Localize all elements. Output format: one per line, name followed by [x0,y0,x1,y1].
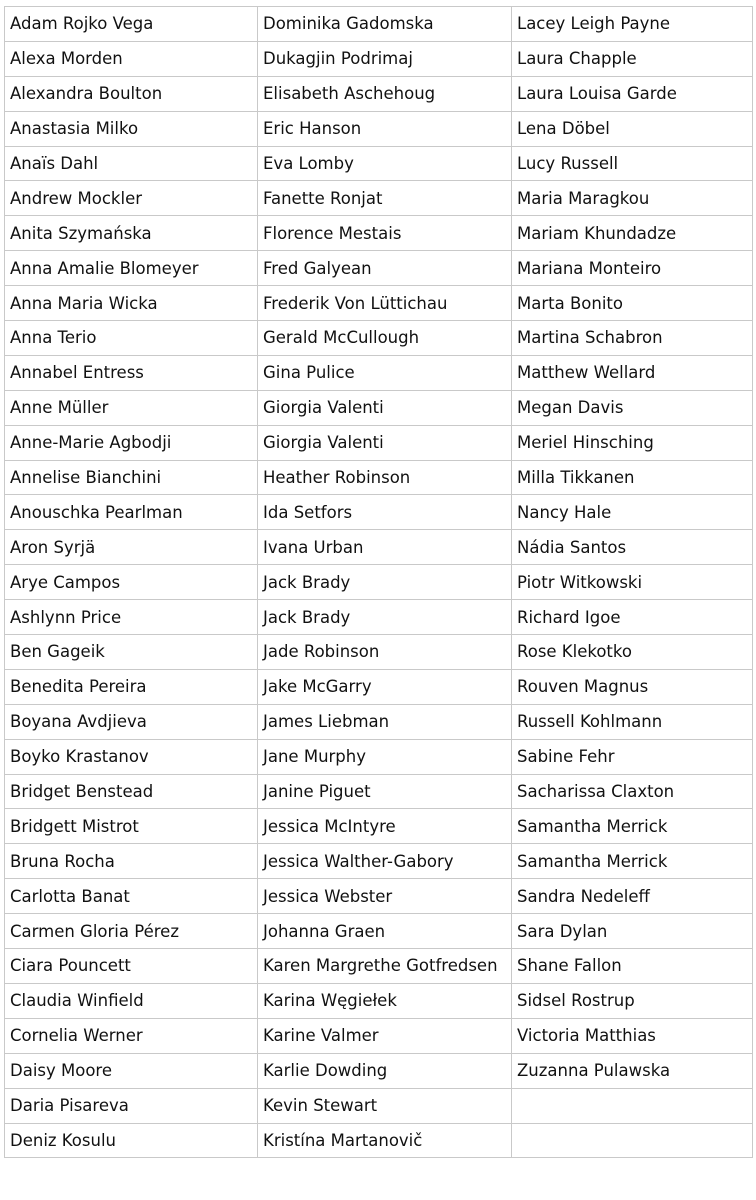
name-cell: Megan Davis [512,390,753,425]
name-cell: Rose Klekotko [512,635,753,670]
name-cell: Dukagjin Podrimaj [258,41,512,76]
name-cell: Bridgett Mistrot [5,809,258,844]
name-cell: Giorgia Valenti [258,425,512,460]
table-row [5,1088,753,1123]
name-cell: Meriel Hinsching [512,425,753,460]
table-row [5,809,753,844]
name-cell: Ciara Pouncett [5,949,258,984]
name-cell: Rouven Magnus [512,669,753,704]
name-cell: Florence Mestais [258,216,512,251]
name-cell: Anouschka Pearlman [5,495,258,530]
name-cell: Russell Kohlmann [512,704,753,739]
name-cell: Annabel Entress [5,355,258,390]
table-row [5,355,753,390]
table-row [5,41,753,76]
table-row [5,460,753,495]
name-cell: Anne Müller [5,390,258,425]
names-table-body [5,7,753,1158]
name-cell: Jane Murphy [258,739,512,774]
name-cell: Gerald McCullough [258,321,512,356]
table-row [5,565,753,600]
name-cell [512,1123,753,1158]
name-cell: Matthew Wellard [512,355,753,390]
table-row [5,600,753,635]
table-row [5,983,753,1018]
table-row [5,286,753,321]
name-cell: Anna Maria Wicka [5,286,258,321]
name-cell: Zuzanna Pulawska [512,1053,753,1088]
name-cell: Martina Schabron [512,321,753,356]
name-cell: Frederik Von Lüttichau [258,286,512,321]
table-row [5,1018,753,1053]
table-row [5,914,753,949]
table-row [5,774,753,809]
table-row [5,739,753,774]
table-row [5,844,753,879]
name-cell: Lena Döbel [512,111,753,146]
name-cell: Karine Valmer [258,1018,512,1053]
name-cell: Karlie Dowding [258,1053,512,1088]
table-row [5,635,753,670]
name-cell: Boyko Krastanov [5,739,258,774]
name-cell: Jack Brady [258,565,512,600]
table-row [5,949,753,984]
name-cell: Ashlynn Price [5,600,258,635]
name-cell: Eric Hanson [258,111,512,146]
name-cell: Victoria Matthias [512,1018,753,1053]
name-cell: Sacharissa Claxton [512,774,753,809]
name-cell: Samantha Merrick [512,844,753,879]
name-cell: Lucy Russell [512,146,753,181]
name-cell: Bruna Rocha [5,844,258,879]
name-cell: Johanna Graen [258,914,512,949]
name-cell: Jake McGarry [258,669,512,704]
name-cell: Benedita Pereira [5,669,258,704]
name-cell: Annelise Bianchini [5,460,258,495]
name-cell: Andrew Mockler [5,181,258,216]
name-cell: Karina Węgiełek [258,983,512,1018]
name-cell: Daria Pisareva [5,1088,258,1123]
name-cell: Deniz Kosulu [5,1123,258,1158]
table-row [5,111,753,146]
name-cell: Kevin Stewart [258,1088,512,1123]
name-cell: Adam Rojko Vega [5,7,258,42]
table-row [5,530,753,565]
name-cell: Sandra Nedeleff [512,879,753,914]
name-cell: Laura Chapple [512,41,753,76]
name-cell: Aron Syrjä [5,530,258,565]
table-row [5,495,753,530]
name-cell: Ida Setfors [258,495,512,530]
name-cell: Cornelia Werner [5,1018,258,1053]
table-row [5,321,753,356]
name-cell: Sara Dylan [512,914,753,949]
name-cell: Kristína Martanovič [258,1123,512,1158]
name-cell: Marta Bonito [512,286,753,321]
name-cell: Alexandra Boulton [5,76,258,111]
name-cell [512,1088,753,1123]
name-cell: Anaïs Dahl [5,146,258,181]
name-cell: Sabine Fehr [512,739,753,774]
name-cell: Jack Brady [258,600,512,635]
name-cell: Maria Maragkou [512,181,753,216]
name-cell: Milla Tikkanen [512,460,753,495]
name-cell: Samantha Merrick [512,809,753,844]
name-cell: Mariana Monteiro [512,251,753,286]
name-cell: Daisy Moore [5,1053,258,1088]
name-cell: Fanette Ronjat [258,181,512,216]
name-cell: Heather Robinson [258,460,512,495]
name-cell: Anna Amalie Blomeyer [5,251,258,286]
table-row [5,704,753,739]
name-cell: Bridget Benstead [5,774,258,809]
name-cell: Eva Lomby [258,146,512,181]
name-cell: Lacey Leigh Payne [512,7,753,42]
table-row [5,251,753,286]
name-cell: Ben Gageik [5,635,258,670]
name-cell: Carmen Gloria Pérez [5,914,258,949]
table-row [5,7,753,42]
table-row [5,1053,753,1088]
name-cell: Nancy Hale [512,495,753,530]
name-cell: Arye Campos [5,565,258,600]
name-cell: Jessica Walther-Gabory [258,844,512,879]
name-cell: Karen Margrethe Gotfredsen [258,949,512,984]
name-cell: Anna Terio [5,321,258,356]
name-cell: Giorgia Valenti [258,390,512,425]
name-cell: Alexa Morden [5,41,258,76]
name-cell: Elisabeth Aschehoug [258,76,512,111]
table-row [5,1123,753,1158]
table-row [5,146,753,181]
table-row [5,425,753,460]
name-cell: Dominika Gadomska [258,7,512,42]
name-cell: Piotr Witkowski [512,565,753,600]
name-cell: Sidsel Rostrup [512,983,753,1018]
name-cell: Jessica McIntyre [258,809,512,844]
table-row [5,76,753,111]
name-cell: Mariam Khundadze [512,216,753,251]
name-cell: Richard Igoe [512,600,753,635]
table-row [5,390,753,425]
name-cell: Gina Pulice [258,355,512,390]
name-cell: Claudia Winfield [5,983,258,1018]
table-row [5,216,753,251]
name-cell: Nádia Santos [512,530,753,565]
name-cell: Jade Robinson [258,635,512,670]
name-cell: Anne-Marie Agbodji [5,425,258,460]
name-cell: Anita Szymańska [5,216,258,251]
name-cell: Ivana Urban [258,530,512,565]
names-table [4,6,753,1158]
name-cell: Boyana Avdjieva [5,704,258,739]
table-row [5,181,753,216]
name-cell: Janine Piguet [258,774,512,809]
name-cell: Laura Louisa Garde [512,76,753,111]
table-row [5,879,753,914]
name-cell: James Liebman [258,704,512,739]
name-cell: Jessica Webster [258,879,512,914]
name-cell: Fred Galyean [258,251,512,286]
name-cell: Shane Fallon [512,949,753,984]
table-row [5,669,753,704]
name-cell: Carlotta Banat [5,879,258,914]
name-cell: Anastasia Milko [5,111,258,146]
